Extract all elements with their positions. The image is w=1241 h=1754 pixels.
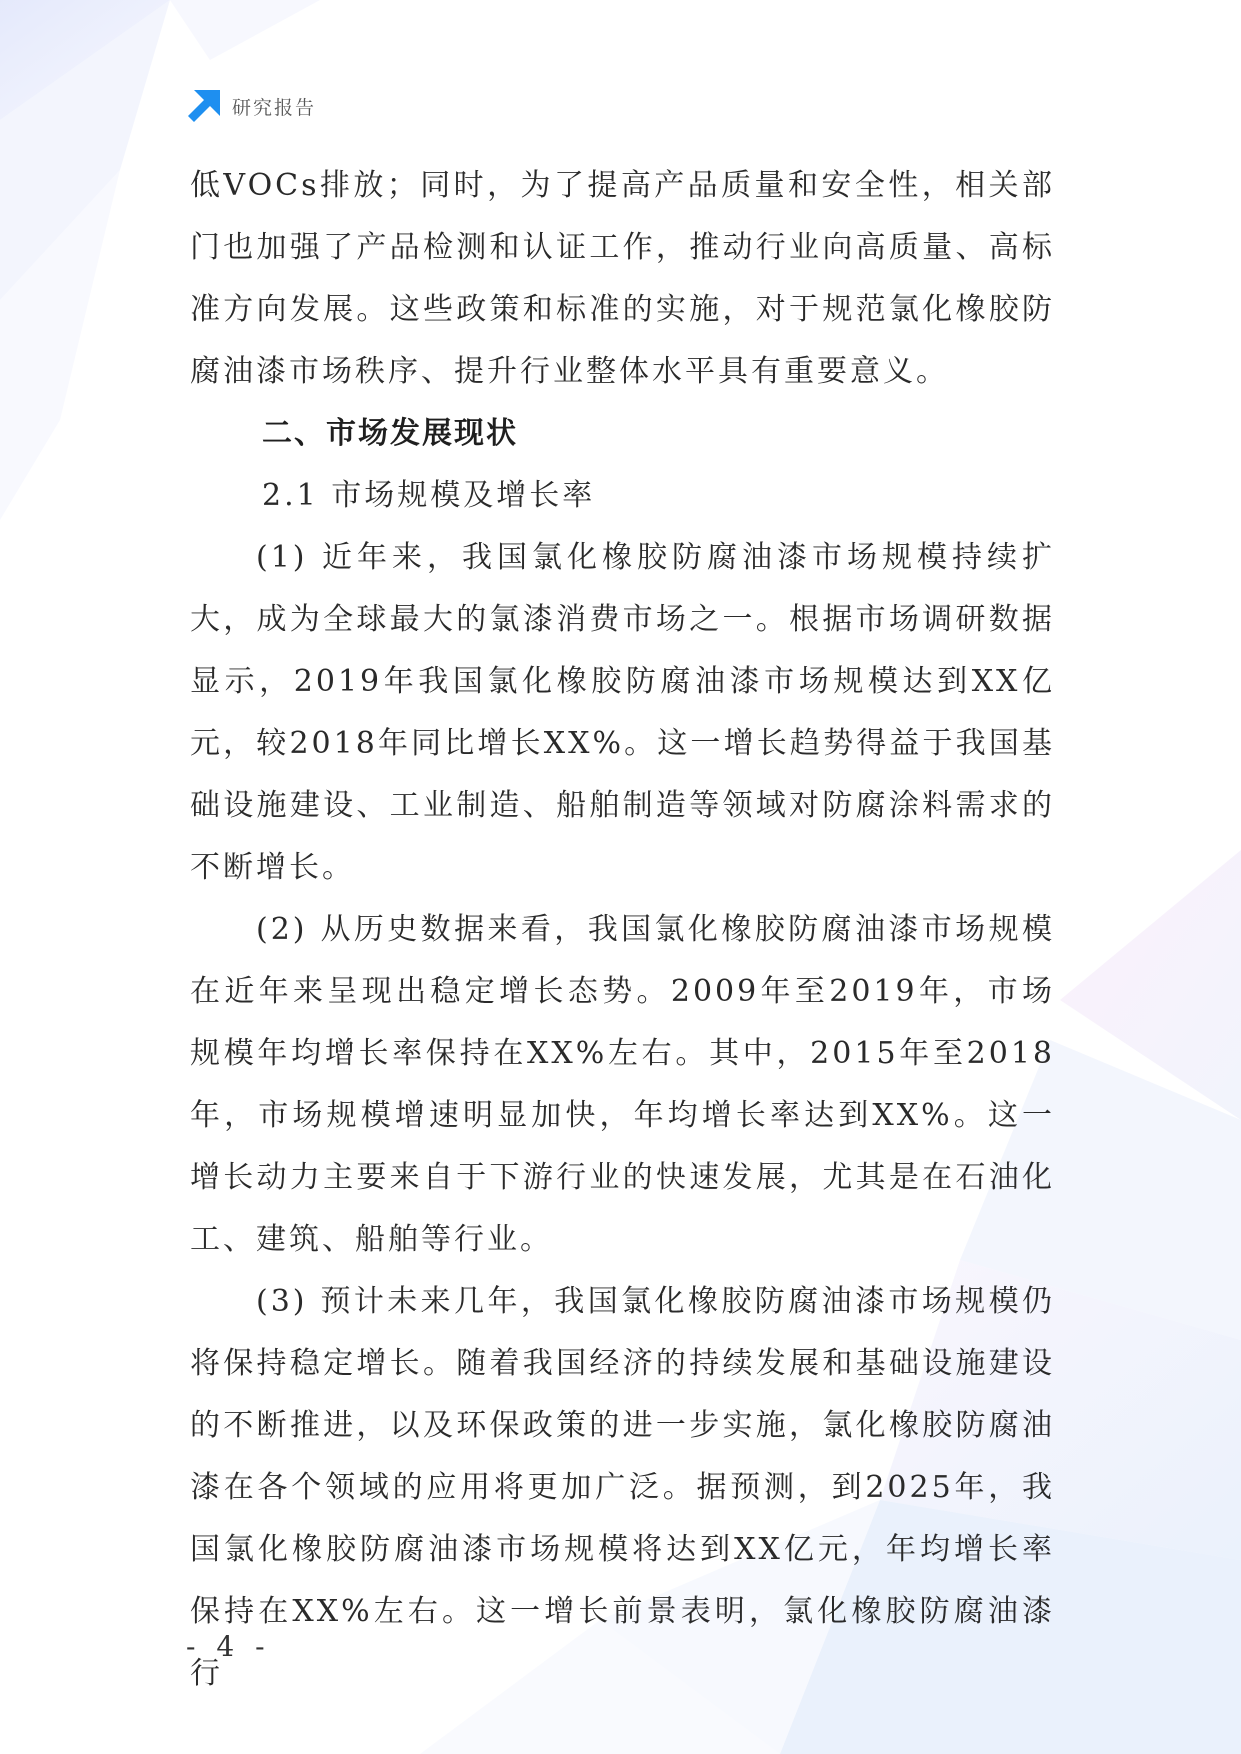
section-heading: 二、市场发展现状: [262, 416, 518, 451]
header-title: 研究报告: [232, 96, 317, 119]
arrow-up-right-icon: [186, 88, 222, 124]
document-body: [190, 155, 1055, 1705]
report-header: [186, 88, 316, 124]
paragraph-2: (2) 从历史数据来看，我国氯化橡胶防腐油漆市场规模在近年来呈现出稳定增长态势。2009年至2019年，市场规模年均增长率保持在XX%左右。其中，2015年至2018年，市场规模增速明显加快，年均增长率达到XX%。这一增长动力主要来自于下游行业的快速发展，尤其是在石油化工、建筑、船舶等行业。: [190, 912, 1055, 1257]
paragraph-continued: 低VOCs排放；同时，为了提高产品质量和安全性，相关部门也加强了产品检测和认证工作，推动行业向高质量、高标准方向发展。这些政策和标准的实施，对于规范氯化橡胶防腐油漆市场秩序、提升行业整体水平具有重要意义。: [190, 168, 1055, 389]
subsection-heading: 2.1 市场规模及增长率: [262, 478, 596, 513]
paragraph-3: (3) 预计未来几年，我国氯化橡胶防腐油漆市场规模仍将保持稳定增长。随着我国经济的持续发展和基础设施建设的不断推进，以及环保政策的进一步实施，氯化橡胶防腐油漆在各个领域的应用将更加广泛。据预测，到2025年，我国氯化橡胶防腐油漆市场规模将达到XX亿元，年均增长率保持在XX%左右。这一增长前景表明，氯化橡胶防腐油漆行: [190, 1284, 1055, 1691]
paragraph-1: (1) 近年来，我国氯化橡胶防腐油漆市场规模持续扩大，成为全球最大的氯漆消费市场之一。根据市场调研数据显示，2019年我国氯化橡胶防腐油漆市场规模达到XX亿元，较2018年同比增长XX%。这一增长趋势得益于我国基础设施建设、工业制造、船舶制造等领域对防腐涂料需求的不断增长。: [190, 540, 1055, 885]
page-number: - 4 -: [186, 1630, 271, 1663]
